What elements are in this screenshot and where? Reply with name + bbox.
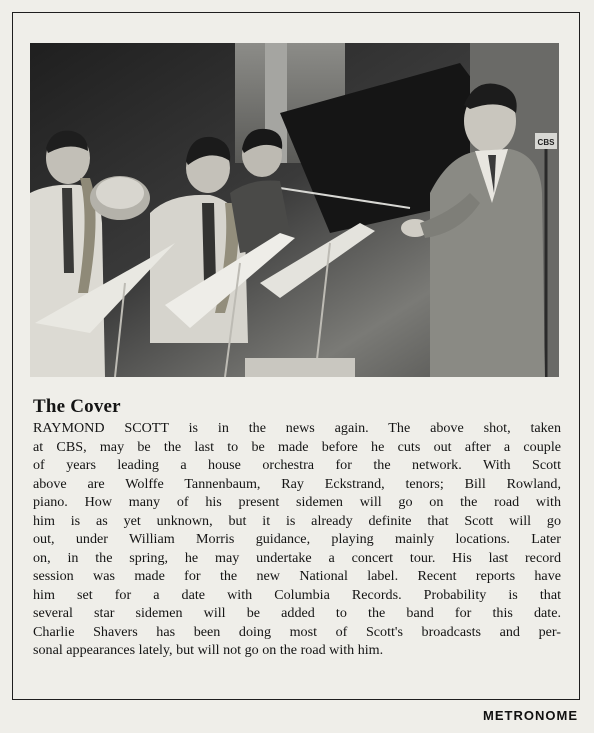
cbs-mic-text: CBS bbox=[537, 138, 555, 147]
cover-article bbox=[33, 396, 561, 660]
article-line: him is as yet unknown, but it is already definite that Scott will go bbox=[33, 512, 561, 529]
article-line: several star sidemen will be added to the band for this date. bbox=[33, 605, 561, 621]
article-line: RAYMOND SCOTT is in the news again. The above shot, taken bbox=[33, 420, 561, 436]
article-line: Charlie Shavers has been doing most of Scott's broadcasts and per- bbox=[33, 623, 561, 640]
article-line: out, under William Morris guidance, playing mainly locations. Later bbox=[33, 531, 561, 547]
article-body bbox=[33, 419, 561, 660]
article-line: of years leading a house orchestra for the network. With Scott bbox=[33, 457, 561, 473]
article-line: him set for a date with Columbia Records. Probability is that bbox=[33, 586, 561, 603]
article-heading: The Cover bbox=[33, 396, 121, 417]
article-line: above are Wolffe Tannenbaum, Ray Eckstrand, tenors; Bill Rowland, bbox=[33, 475, 561, 492]
article-line: at CBS, may be the last to be made before he cuts out after a couple bbox=[33, 438, 561, 455]
magazine-brand: METRONOME bbox=[483, 708, 578, 723]
article-line: piano. How many of his present sidemen will go on the road with bbox=[33, 494, 561, 510]
article-line: session was made for the new National label. Recent reports have bbox=[33, 568, 561, 584]
article-line: on, in the spring, he may undertake a concert tour. His last record bbox=[33, 549, 561, 566]
article-line: sonal appearances lately, but will not go on the road with him. bbox=[33, 642, 384, 658]
cover-photo bbox=[30, 43, 559, 377]
